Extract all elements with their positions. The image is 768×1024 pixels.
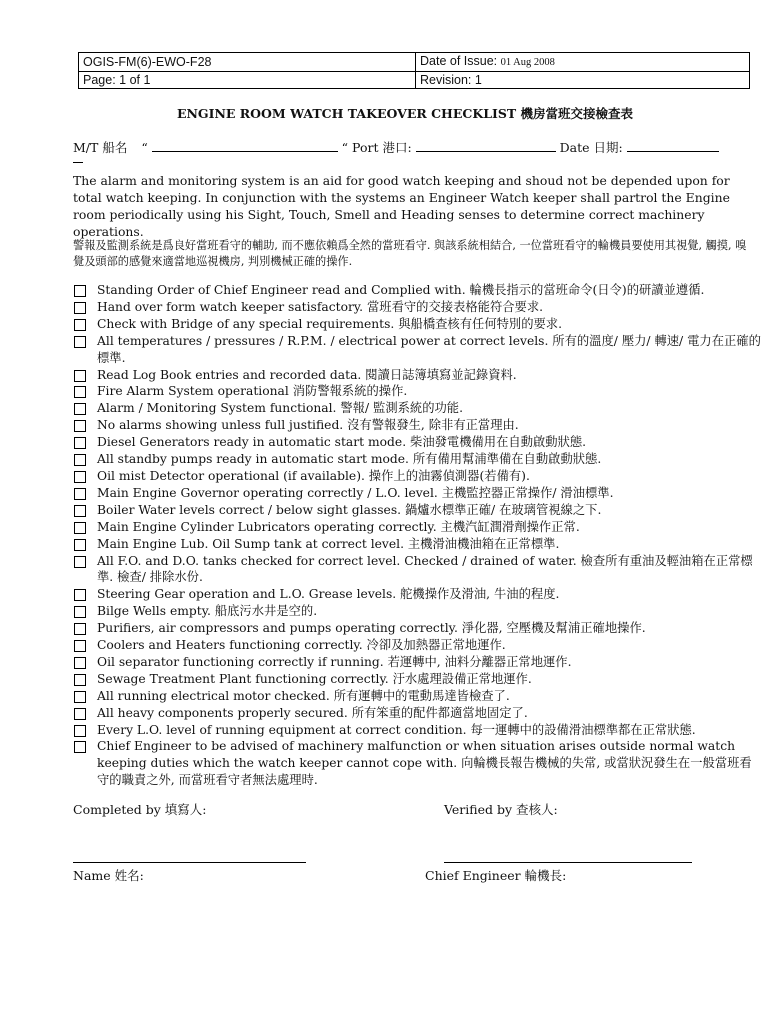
checkbox[interactable] xyxy=(74,420,86,432)
date-label: Date 日期: xyxy=(559,140,623,155)
checklist-item[interactable]: All running electrical motor checked. 所有運轉中的電動馬達皆檢查了. xyxy=(73,688,763,705)
quote-open: “ xyxy=(141,140,148,155)
checklist-item[interactable]: Chief Engineer to be advised of machinery malfunction or when situation arises outside normal watch keeping duties which the watch keeper cannot cope with. 向輪機長報告機械的失常, 或當狀況發生在一般當班看守的職責之外, 而當班看守者無法處理時. xyxy=(73,738,763,789)
underline-dash xyxy=(73,162,83,163)
checklist-item[interactable]: Purifiers, air compressors and pumps operating correctly. 淨化器, 空壓機及幫浦正確地操作. xyxy=(73,620,763,637)
date-field[interactable] xyxy=(627,139,719,152)
checkbox[interactable] xyxy=(74,471,86,483)
checklist-item[interactable]: Sewage Treatment Plant functioning correctly. 汙水處理設備正常地運作. xyxy=(73,671,763,688)
checkbox[interactable] xyxy=(74,454,86,466)
checklist-item[interactable]: All heavy components properly secured. 所有笨重的配件都適當地固定了. xyxy=(73,705,763,722)
checkbox[interactable] xyxy=(74,386,86,398)
checklist-item[interactable]: All F.O. and D.O. tanks checked for correct level. Checked / drained of water. 檢查所有重油及輕油箱在正常標準. 檢查/ 排除水份. xyxy=(73,553,763,587)
checklist-item[interactable]: Coolers and Heaters functioning correctly. 冷卻及加熱器正常地運作. xyxy=(73,637,763,654)
form-code: OGIS-FM(6)-EWO-F28 xyxy=(79,53,416,72)
ship-name-field[interactable] xyxy=(152,139,338,152)
checkbox[interactable] xyxy=(74,640,86,652)
checklist-item[interactable]: Steering Gear operation and L.O. Grease levels. 舵機操作及滑油, 牛油的程度. xyxy=(73,586,763,603)
checklist-item[interactable]: Check with Bridge of any special requirements. 與船橋查核有任何特別的要求. xyxy=(73,316,763,333)
checkbox[interactable] xyxy=(74,522,86,534)
checkbox[interactable] xyxy=(74,505,86,517)
checklist-item[interactable]: All temperatures / pressures / R.P.M. / electrical power at correct levels. 所有的溫度/ 壓力/ 轉速/ 電力在正確的標準. xyxy=(73,333,763,367)
name-label: Name 姓名: xyxy=(73,868,144,883)
checklist-item[interactable]: Main Engine Lub. Oil Sump tank at correct level. 主機滑油機油箱在正常標準. xyxy=(73,536,763,553)
checklist-item[interactable]: No alarms showing unless full justified. 沒有警報發生, 除非有正當理由. xyxy=(73,417,763,434)
checkbox[interactable] xyxy=(74,741,86,753)
checklist xyxy=(73,282,763,789)
checklist-item[interactable]: Main Engine Cylinder Lubricators operating correctly. 主機汽缸潤滑劑操作正常. xyxy=(73,519,763,536)
intro-paragraph-en: The alarm and monitoring system is an aid for good watch keeping and shoud not be depended upon for total watch keeping. In conjunction with the systems an Engineer Watch keeper shall partrol the Engine room periodically using his Sight, Touch, Smell and Heading senses to determine correct machinery operations. xyxy=(73,173,730,239)
issue-date-label: Date of Issue: xyxy=(420,54,498,68)
checklist-item[interactable]: Oil mist Detector operational (if available). 操作上的油霧偵測器(若備有). xyxy=(73,468,763,485)
checklist-item[interactable]: Fire Alarm System operational 消防警報系統的操作. xyxy=(73,383,763,400)
checklist-item[interactable]: Hand over form watch keeper satisfactory. 當班看守的交接表格能符合要求. xyxy=(73,299,763,316)
checklist-item[interactable]: Alarm / Monitoring System functional. 警報/ 監測系統的功能. xyxy=(73,400,763,417)
checkbox[interactable] xyxy=(74,370,86,382)
checklist-item[interactable]: Bilge Wells empty. 船底污水井是空的. xyxy=(73,603,763,620)
checkbox[interactable] xyxy=(74,623,86,635)
checkbox[interactable] xyxy=(74,691,86,703)
checkbox[interactable] xyxy=(74,437,86,449)
checkbox[interactable] xyxy=(74,403,86,415)
page-number: Page: 1 of 1 xyxy=(79,72,416,89)
checklist-item[interactable]: Main Engine Governor operating correctly / L.O. level. 主機監控器正常操作/ 滑油標準. xyxy=(73,485,763,502)
ship-info-line xyxy=(73,138,753,156)
checkbox[interactable] xyxy=(74,708,86,720)
checklist-item[interactable]: Oil separator functioning correctly if running. 若運轉中, 油料分離器正常地運作. xyxy=(73,654,763,671)
checkbox[interactable] xyxy=(74,725,86,737)
verified-by-label: Verified by 查核人: xyxy=(444,802,558,817)
checklist-item[interactable]: Read Log Book entries and recorded data. 閱讀日誌簿填寫並記錄資料. xyxy=(73,367,763,384)
checkbox[interactable] xyxy=(74,657,86,669)
intro-paragraph-zh: 警報及監測系統是爲良好當班看守的輔助, 而不應依賴爲全然的當班看守. 與該系統相結合, 一位當班看守的輪機員要使用其視覺, 觸摸, 嗅覺及頭部的感覺來適當地巡視機房, 判別機械正確的操作. xyxy=(73,239,747,268)
checkbox[interactable] xyxy=(74,302,86,314)
name-signature-line[interactable] xyxy=(73,862,306,863)
quote-close: “ xyxy=(341,140,349,155)
chief-engineer-label: Chief Engineer 輪機長: xyxy=(425,868,567,883)
checklist-item[interactable]: Diesel Generators ready in automatic start mode. 柴油發電機備用在自動啟動狀態. xyxy=(73,434,763,451)
checkbox[interactable] xyxy=(74,674,86,686)
port-label: Port 港口: xyxy=(352,140,412,155)
port-field[interactable] xyxy=(416,139,556,152)
document-title: ENGINE ROOM WATCH TAKEOVER CHECKLIST 機房當班交接檢查表 xyxy=(176,106,634,121)
checkbox[interactable] xyxy=(74,606,86,618)
checkbox[interactable] xyxy=(74,285,86,297)
checkbox[interactable] xyxy=(74,336,86,348)
completed-by-label: Completed by 填寫人: xyxy=(73,802,207,817)
chief-engineer-signature-line[interactable] xyxy=(444,862,692,863)
checklist-item[interactable]: Standing Order of Chief Engineer read and Complied with. 輪機長指示的當班命令(日令)的研讀並遵循. xyxy=(73,282,763,299)
form-header-table xyxy=(78,52,750,89)
checkbox[interactable] xyxy=(74,556,86,568)
checkbox[interactable] xyxy=(74,319,86,331)
checkbox[interactable] xyxy=(74,488,86,500)
revision: Revision: 1 xyxy=(416,72,750,89)
checkbox[interactable] xyxy=(74,539,86,551)
checklist-item[interactable]: Every L.O. level of running equipment at correct condition. 每一運轉中的設備滑油標準都在正常狀態. xyxy=(73,722,763,739)
issue-date-cell xyxy=(416,53,750,72)
checklist-item[interactable]: All standby pumps ready in automatic start mode. 所有備用幫浦準備在自動啟動狀態. xyxy=(73,451,763,468)
issue-date-value: 01 Aug 2008 xyxy=(500,57,555,68)
checkbox[interactable] xyxy=(74,589,86,601)
ship-name-label: M/T 船名 xyxy=(73,140,128,155)
checklist-item[interactable]: Boiler Water levels correct / below sight glasses. 鍋爐水標準正確/ 在玻璃管視線之下. xyxy=(73,502,763,519)
